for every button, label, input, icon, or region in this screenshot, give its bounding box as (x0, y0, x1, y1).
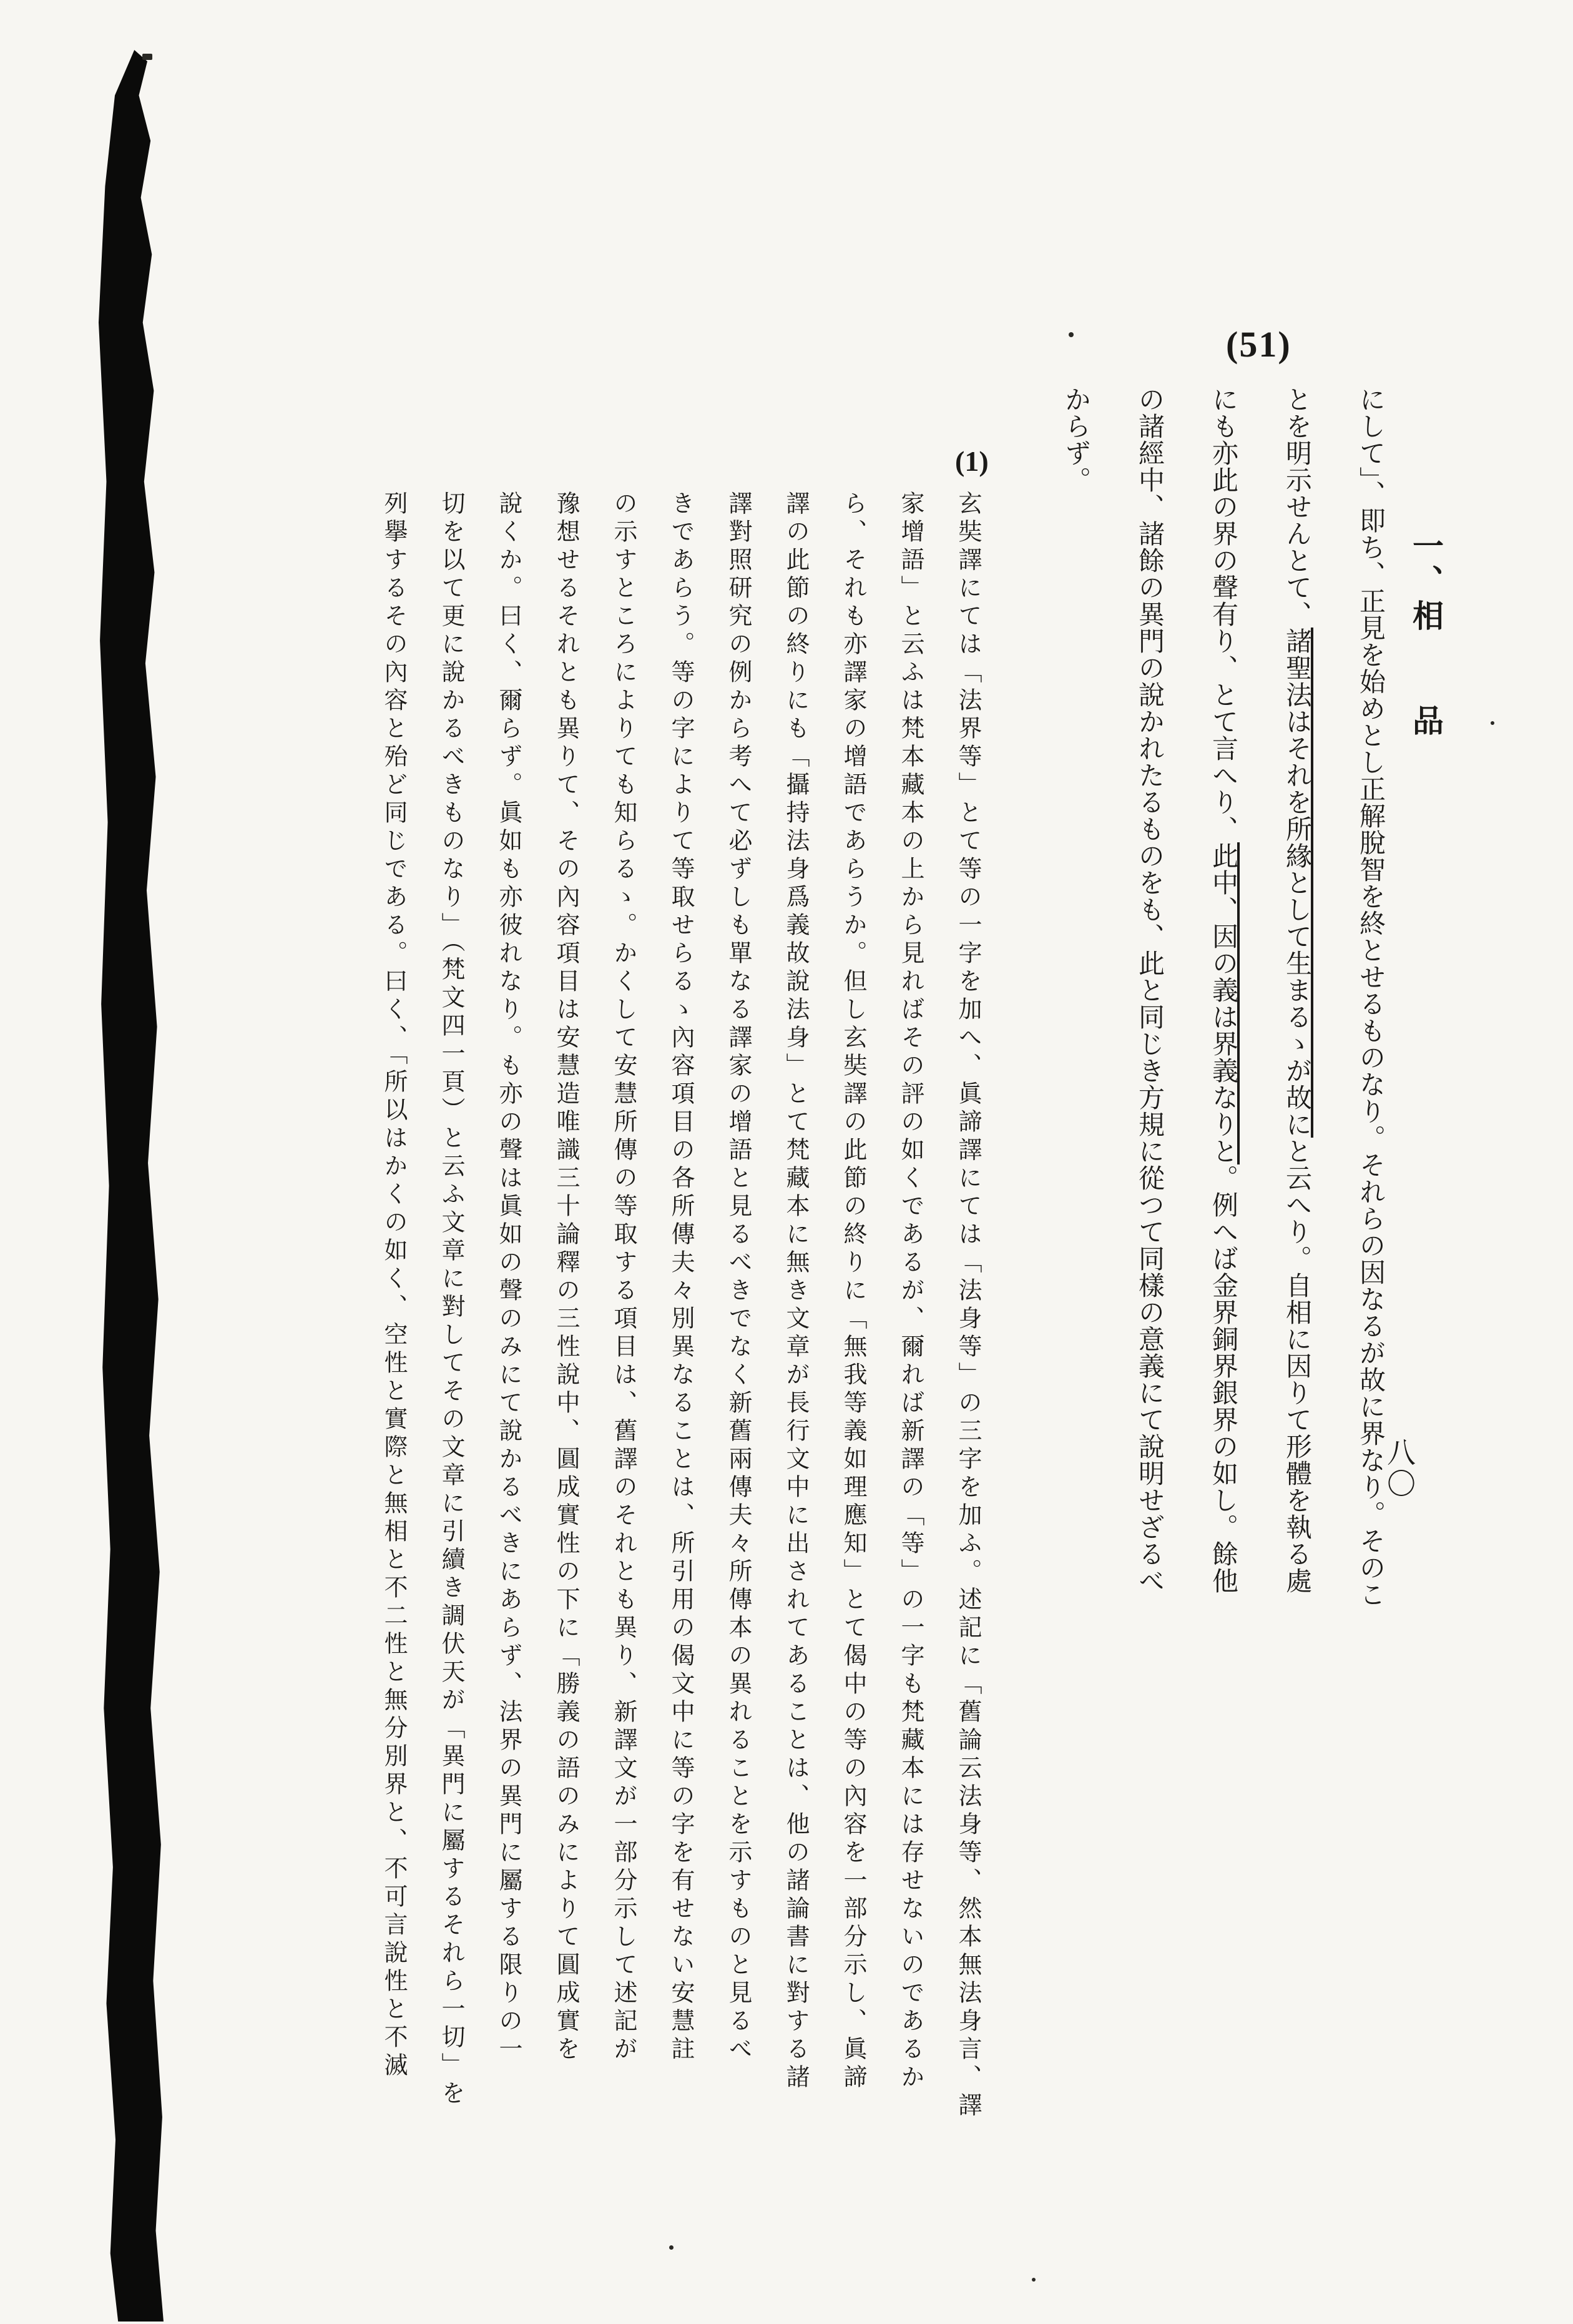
scan-speck (1069, 332, 1074, 337)
footnote-column: の示すところによりても知らるゝ。かくして安慧所傳の等取する項目は、舊譯のそれとも異り、新譯文が一部分示して述記が (610, 491, 636, 2064)
footnote-marker: (1) (955, 445, 989, 477)
scan-speck (1032, 2278, 1036, 2282)
scan-speck (1491, 721, 1494, 725)
footnote-column: ら、それも亦譯家の增語であらうか。但し玄奘譯の此節の終りに「無我等義如理應知」とて偈中の等の內容を一部分示し、眞諦 (840, 491, 866, 2092)
main-text (1037, 386, 1407, 1660)
text-run: の諸經中、諸餘の異門の說かれたるものをも、此と同じき方規に從つて同樣の意義にて說明せざるべ (1135, 386, 1164, 1594)
footnote-column: 切を以て更に說かるべきものなり」（梵文四一頁）と云ふ文章に對してその文章に引續き調伏天が「異門に屬するそれら一切」を (438, 491, 464, 2109)
text-run: にも亦此の界の聲有り、とて言へり、 (1208, 386, 1237, 842)
text-column (1112, 386, 1186, 1660)
text-column (1186, 386, 1260, 1660)
text-column (1039, 386, 1112, 1660)
footnote-column: 譯の此節の終りにも「攝持法身爲義故說法身」とて梵藏本に無き文章が長行文中に出されてあることは、他の諸論書に對する諸 (782, 491, 808, 2092)
scan-speck (142, 54, 152, 60)
scan-spine-shadow (99, 50, 164, 2322)
text-run: とを明示せんとて、 (1282, 386, 1311, 628)
footnote-text (365, 491, 996, 2152)
section-header: 一、相 品 (1408, 529, 1443, 739)
text-run: と云へり。自相に因りて形體を執る處 (1282, 1138, 1311, 1594)
footnote-column: 譯對照研究の例から考へて必ずしも單なる譯家の增語と見るべきでなく新舊兩傳夫々所傳本の異れることを示すものと見るべ (725, 491, 751, 2064)
text-run: からず。 (1061, 386, 1090, 493)
text-column (1333, 386, 1407, 1660)
footnote-column: 列擧するその內容と殆ど同じである。曰く、「所以はかくの如く、空性と實際と無相と不二性と無分別界と、不可言說性と不滅 (380, 491, 406, 2080)
text-run: にして」、即ち、正見を始めとし正解脫智を終とせるものなり。それらの因なるが故に界なり。そのこ (1356, 386, 1384, 1608)
footnote-column: 說くか。曰く、爾らず。眞如も亦彼れなり。も亦の聲は眞如の聲のみにて說かるべきにあらず、法界の異門に屬する限りの一 (495, 491, 521, 2064)
footnote-column: 玄奘譯にては「法界等」とて等の一字を加へ、眞諦譯にては「法身等」の三字を加ふ。述記に「舊論云法身等、然本無法身言、譯 (954, 491, 981, 2120)
emphasis-sideline: 此中、因の義は界義なりと (1208, 842, 1240, 1164)
sheet-number: (51) (1226, 324, 1291, 365)
page-number: 八〇 (1383, 1437, 1415, 1500)
scan-speck (669, 2245, 674, 2250)
text-run: 。例へば金界銅界銀界の如し。餘他 (1208, 1164, 1237, 1594)
footnote-column: 家增語」と云ふは梵本藏本の上から見ればその評の如くであるが、爾れば新譯の「等」の一字も梵藏本には存せないのであるか (897, 491, 923, 2092)
footnote-column: きであらう。等の字によりて等取せらるゝ內容項目の各所傳夫々別異なることは、所引用の偈文中に等の字を有せない安慧註 (667, 491, 693, 2064)
text-column (1260, 386, 1333, 1660)
emphasis-sideline: 諸聖法はそれを所緣として生まるゝが故に (1282, 628, 1313, 1138)
footnote-column: 豫想せるそれとも異りて、その內容項目は安慧造唯識三十論釋の三性說中、圓成實性の下に「勝義の語のみによりて圓成實を (552, 491, 579, 2064)
